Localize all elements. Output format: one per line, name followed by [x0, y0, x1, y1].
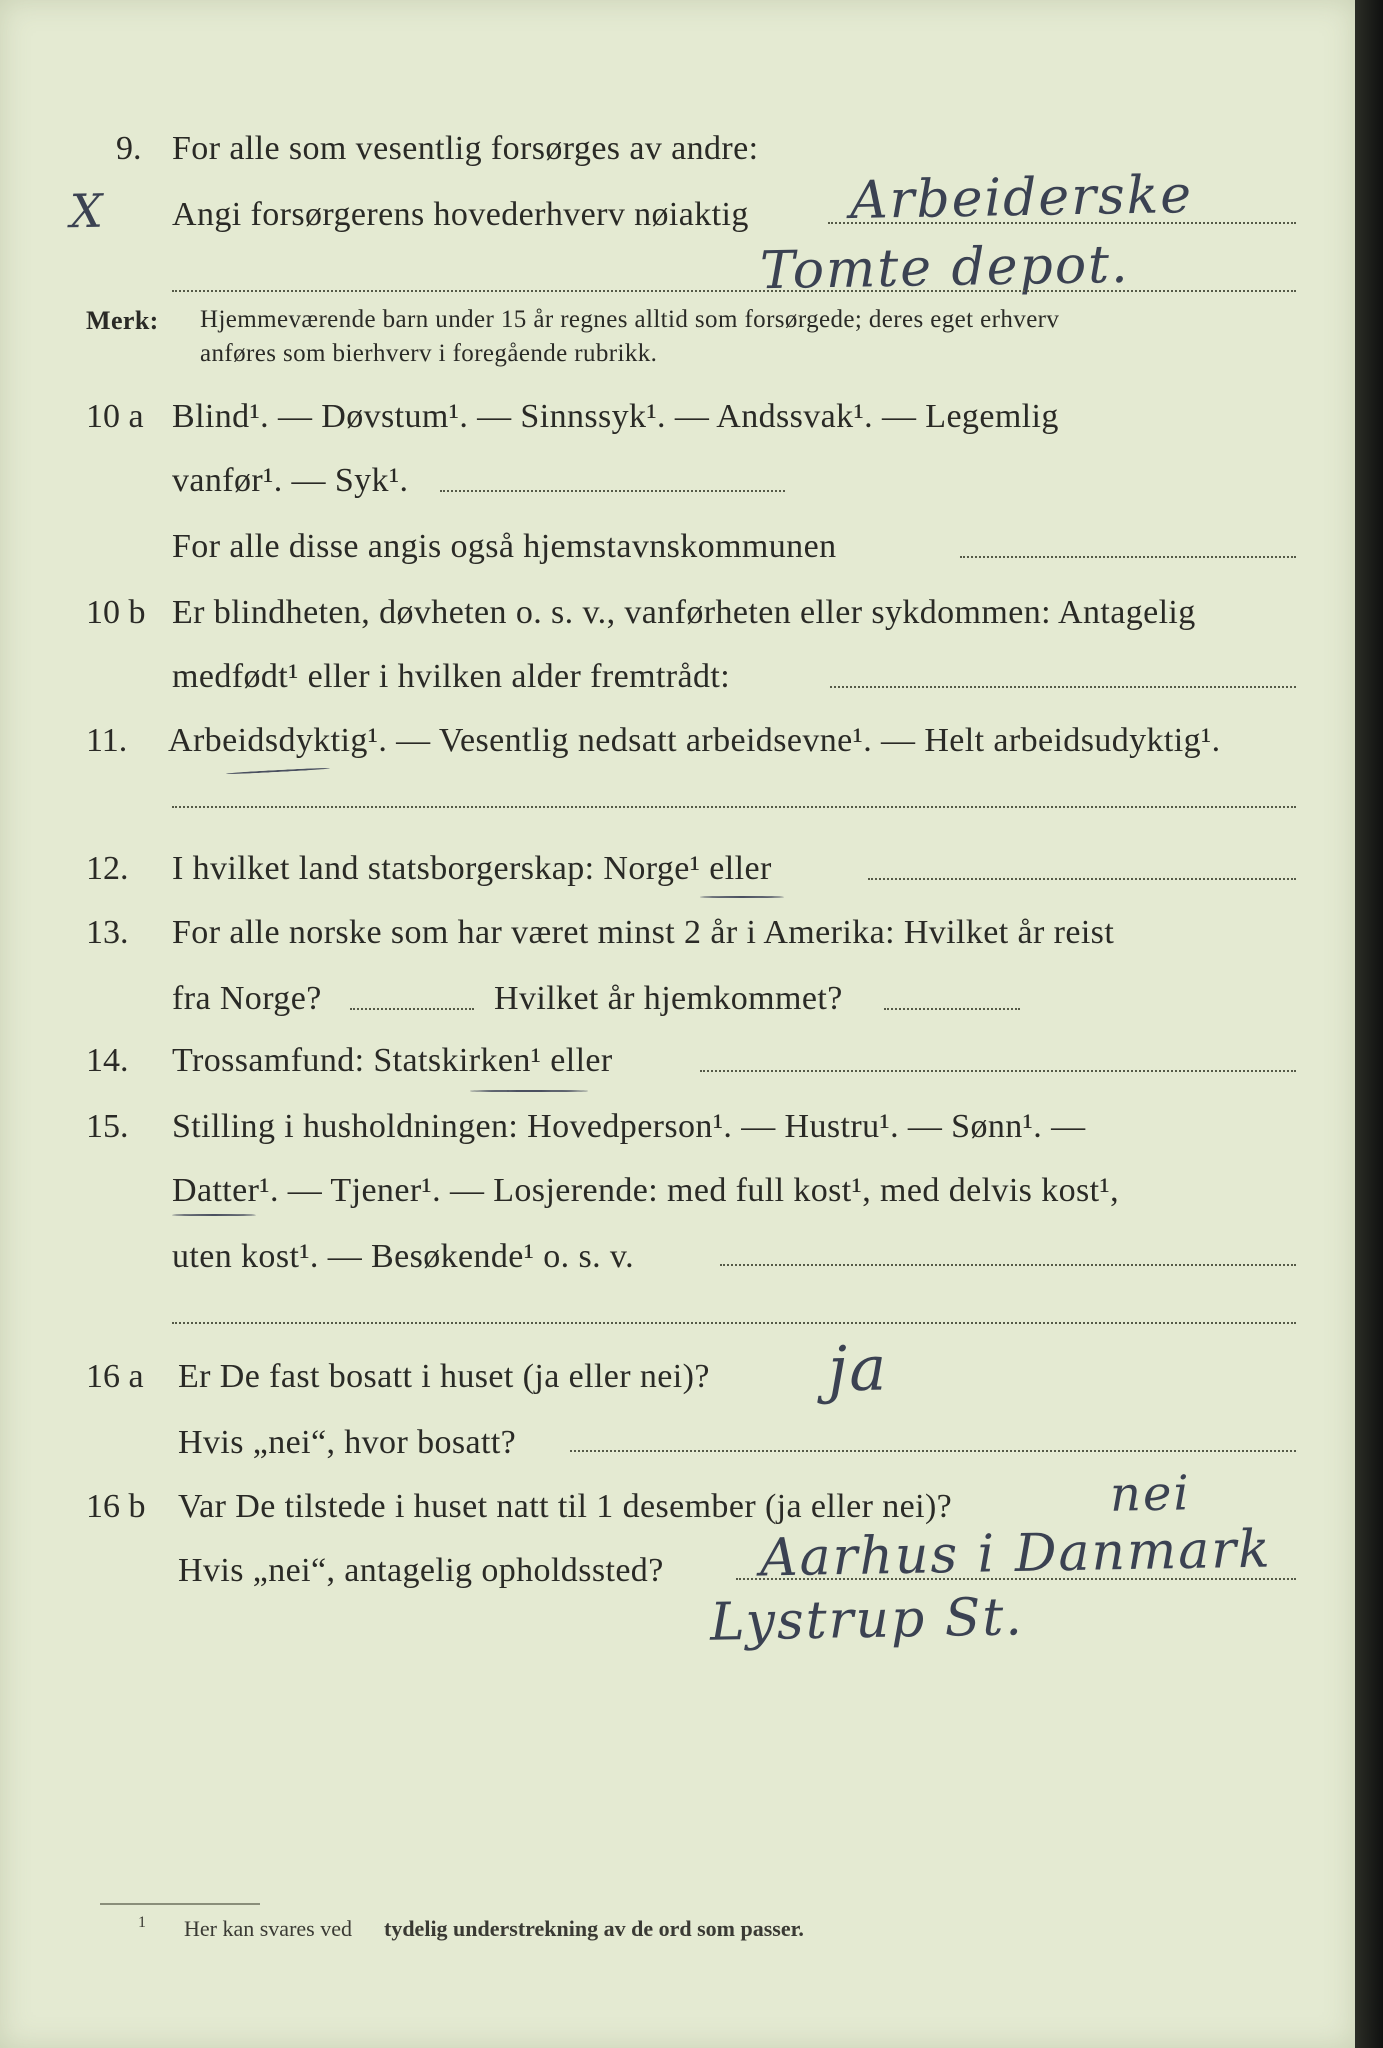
footnote-text-plain: Her kan svares ved	[184, 1916, 352, 1941]
q16b-line2: Hvis „nei“, antagelig opholdssted?	[178, 1552, 664, 1589]
answer-line-16a	[570, 1450, 1296, 1452]
item-number-12: 12.	[86, 850, 129, 887]
q16a-line2: Hvis „nei“, hvor bosatt?	[178, 1424, 517, 1461]
answer-line-9b	[172, 290, 1296, 292]
underline-statskirken	[470, 1090, 588, 1092]
q10b-line2: medfødt¹ eller i hvilken alder fremtrådt:	[172, 658, 731, 695]
merk-line1: Hjemmeværende barn under 15 år regnes alltid som forsørgede; deres eget erhverv	[200, 306, 1060, 333]
item-number-16b: 16 b	[86, 1488, 146, 1525]
handwritten-location-line1: Aarhus i Danmark	[759, 1519, 1273, 1589]
answer-line-12	[868, 878, 1296, 880]
underline-datter	[172, 1214, 256, 1216]
footnote-number: 1	[138, 1914, 146, 1931]
merk-line2: anføres som bierhverv i foregående rubrikk.	[200, 340, 658, 367]
q9-line2: Angi forsørgerens hovederhverv nøiaktig	[172, 196, 749, 233]
scan-edge	[1355, 0, 1383, 2048]
answer-line-10b	[830, 686, 1296, 688]
handwritten-occupation-line2: Tomte depot.	[759, 234, 1131, 302]
answer-line-13b	[884, 1008, 1020, 1010]
q16b-line1: Var De tilstede i huset natt til 1 desember (ja eller nei)?	[178, 1488, 953, 1525]
q9-line1: For alle som vesentlig forsørges av andre:	[172, 130, 759, 167]
q16a-line1: Er De fast bosatt i huset (ja eller nei)?	[178, 1358, 710, 1395]
footnote-text-bold-span: tydelig understrekning av de ord som passer.	[384, 1916, 804, 1941]
answer-line-10a	[440, 490, 785, 492]
q10a-line1: Blind¹. — Døvstum¹. — Sinnssyk¹. — Andssvak¹. — Legemlig	[172, 398, 1059, 435]
answer-line-13a	[350, 1008, 474, 1010]
answer-line-11	[172, 806, 1296, 808]
item-number-10a: 10 a	[86, 398, 144, 435]
q15-line3: uten kost¹. — Besøkende¹ o. s. v.	[172, 1238, 635, 1275]
q10a-line3: For alle disse angis også hjemstavnskommunen	[172, 528, 837, 565]
underline-arbeidsdyktig	[226, 767, 330, 774]
answer-line-9a	[828, 222, 1296, 224]
q15-line1: Stilling i husholdningen: Hovedperson¹. — Hustru¹. — Sønn¹. —	[172, 1108, 1086, 1145]
footnote-rule	[100, 1903, 260, 1905]
item-number-13: 13.	[86, 914, 129, 951]
q10a-line2: vanfør¹. — Syk¹.	[172, 462, 409, 499]
answer-line-16b	[736, 1578, 1296, 1580]
merk-label: Merk:	[86, 306, 159, 335]
handwritten-occupation-line1: Arbeiderske	[849, 165, 1194, 231]
item-number-11: 11.	[86, 722, 128, 759]
q11-line1: Arbeidsdyktig¹. — Vesentlig nedsatt arbeidsevne¹. — Helt arbeidsudyktig¹.	[168, 722, 1221, 759]
item-number-10b: 10 b	[86, 594, 146, 631]
item-number-16a: 16 a	[86, 1358, 144, 1395]
answer-line-10a-home	[960, 556, 1296, 558]
q10b-line1: Er blindheten, døvheten o. s. v., vanførheten eller sykdommen: Antagelig	[172, 594, 1196, 631]
answer-line-15a	[720, 1264, 1296, 1266]
item-number-9: 9.	[116, 130, 142, 167]
handwritten-answer-16a: ja	[827, 1331, 889, 1406]
q13-line2a: fra Norge?	[172, 980, 322, 1017]
q14-line1: Trossamfund: Statskirken¹ eller	[172, 1042, 613, 1079]
handwritten-location-line2: Lystrup St.	[709, 1587, 1025, 1653]
q13-line1: For alle norske som har været minst 2 år i Amerika: Hvilket år reist	[172, 914, 1115, 951]
underline-norge	[700, 896, 784, 898]
item-number-15: 15.	[86, 1108, 129, 1145]
item-number-14: 14.	[86, 1042, 129, 1079]
handwritten-answer-16b: nei	[1109, 1465, 1192, 1523]
footnote-text-bold	[384, 1916, 804, 1942]
answer-line-15b	[172, 1322, 1296, 1324]
handwritten-mark-9: X	[69, 183, 106, 239]
q15-line2: Datter¹. — Tjener¹. — Losjerende: med full kost¹, med delvis kost¹,	[172, 1172, 1119, 1209]
q13-line2b: Hvilket år hjemkommet?	[494, 980, 843, 1017]
answer-line-14	[700, 1070, 1296, 1072]
q12-line1: I hvilket land statsborgerskap: Norge¹ eller	[172, 850, 772, 887]
